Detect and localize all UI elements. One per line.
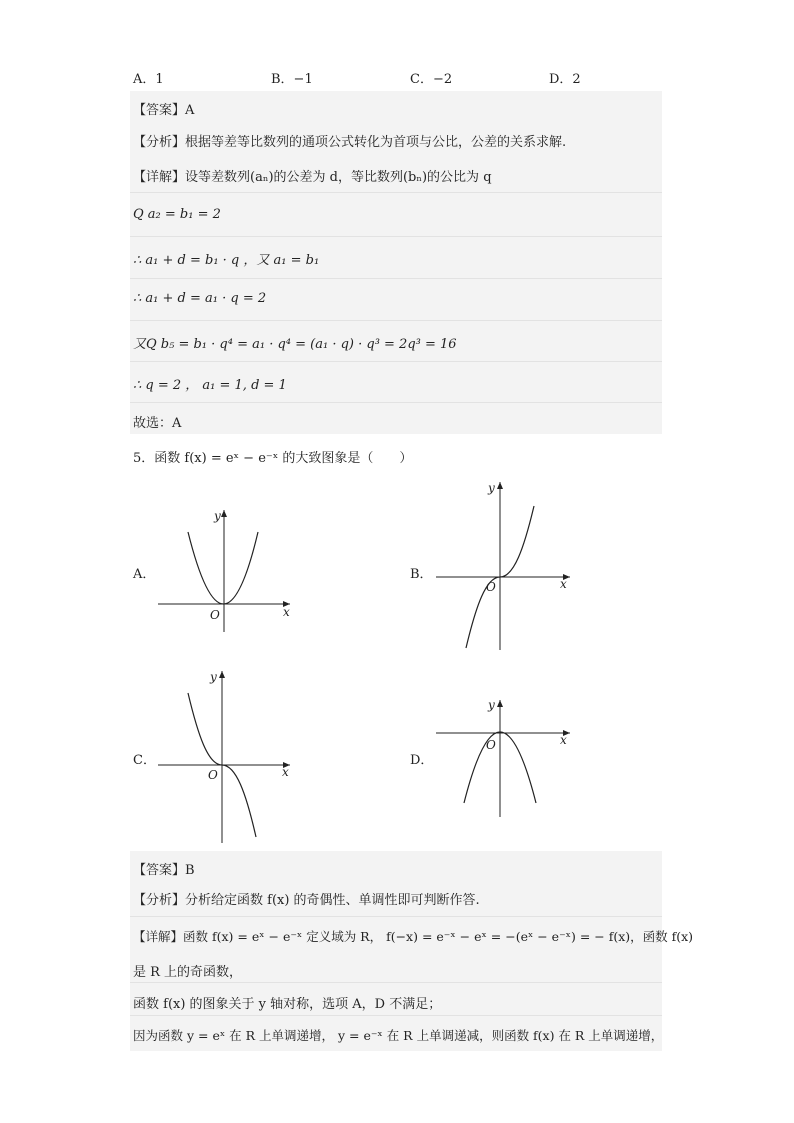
- graph-c: [150, 665, 300, 845]
- divider: [130, 236, 662, 237]
- option-d: D．2: [549, 72, 581, 87]
- curve: [188, 532, 258, 604]
- graph-b: [430, 478, 580, 653]
- origin-label: O: [486, 580, 496, 594]
- option-c: C．−2: [410, 72, 453, 87]
- divider: [130, 916, 662, 917]
- x-label: x: [283, 605, 290, 619]
- q5-analysis: 【分析】分析给定函数 f(x) 的奇偶性、单调性即可判断作答.: [133, 893, 480, 908]
- q5-detail-2: 是 R 上的奇函数，: [133, 965, 243, 980]
- origin-label: O: [210, 608, 220, 622]
- q4-step-4: 又Q b₅ = b₁ · q⁴ = a₁ · q⁴ = (a₁ · q) · q³ = 2q³ = 16: [133, 337, 457, 352]
- option-a: A．1: [133, 72, 164, 87]
- q4-analysis: 【分析】根据等差等比数列的通项公式转化为首项与公比，公差的关系求解.: [133, 135, 567, 150]
- origin-label: O: [208, 768, 218, 782]
- x-label: x: [560, 577, 567, 591]
- q4-step-2: ∴ a₁ + d = b₁ · q ，又 a₁ = b₁: [133, 253, 320, 268]
- graph-d: [430, 695, 580, 820]
- divider: [130, 361, 662, 362]
- divider: [130, 278, 662, 279]
- x-label: x: [282, 765, 289, 779]
- y-label: y: [488, 481, 495, 495]
- y-axis-arrow-icon: [219, 671, 225, 678]
- y-label: y: [210, 670, 217, 684]
- q5-detail-3: 函数 f(x) 的图象关于 y 轴对称，选项 A，D 不满足；: [133, 997, 442, 1012]
- graph-a: [150, 500, 300, 635]
- divider: [130, 192, 662, 193]
- q5-solution-panel: [130, 851, 662, 1051]
- q4-step-5: ∴ q = 2 ， a₁ = 1, d = 1: [133, 378, 287, 393]
- graph-label-b: B．: [410, 567, 433, 582]
- q5-question: 5．函数 f(x) = eˣ − e⁻ˣ 的大致图象是（ ）: [133, 451, 413, 466]
- y-axis-arrow-icon: [221, 510, 227, 517]
- divider: [130, 1015, 662, 1016]
- q5-answer: 【答案】B: [133, 863, 195, 878]
- y-label: y: [488, 698, 495, 712]
- q5-detail-4: 因为函数 y = eˣ 在 R 上单调递增， y = e⁻ˣ 在 R 上单调递减，则函数 f(x) 在 R 上单调递增，: [133, 1028, 664, 1043]
- q4-step-1: Q a₂ = b₁ = 2: [133, 207, 221, 222]
- y-axis-arrow-icon: [497, 482, 503, 489]
- y-axis-arrow-icon: [497, 700, 503, 707]
- y-label: y: [214, 509, 221, 523]
- q4-step-3: ∴ a₁ + d = a₁ · q = 2: [133, 291, 267, 306]
- graph-label-c: C．: [133, 753, 156, 768]
- divider: [130, 320, 662, 321]
- divider: [130, 402, 662, 403]
- q5-detail-1: 【详解】函数 f(x) = eˣ − e⁻ˣ 定义域为 R， f(−x) = e⁻ˣ − eˣ = −(eˣ − e⁻ˣ) = − f(x)，函数 f(x): [133, 929, 694, 944]
- q4-answer: 【答案】A: [133, 103, 195, 118]
- origin-label: O: [486, 738, 496, 752]
- graph-label-d: D．: [410, 753, 434, 768]
- q4-detail: 【详解】设等差数列(aₙ)的公差为 d，等比数列(bₙ)的公比为 q: [133, 170, 492, 185]
- divider: [130, 982, 662, 983]
- x-label: x: [560, 733, 567, 747]
- q4-conclusion: 故选：A: [133, 416, 182, 431]
- option-b: B．−1: [271, 72, 313, 87]
- graph-label-a: A．: [133, 567, 156, 582]
